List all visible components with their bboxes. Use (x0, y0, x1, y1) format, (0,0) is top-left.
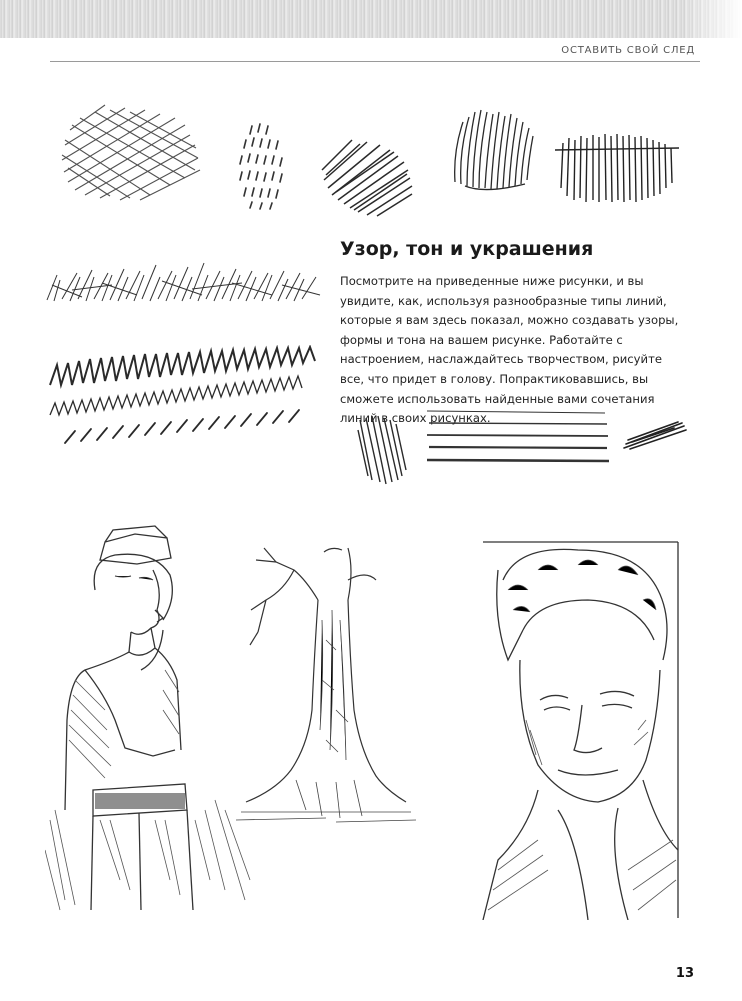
dash-marks-sketch (232, 118, 292, 213)
dense-vertical-hatching-sketch (555, 128, 685, 208)
girl-portrait-illustration (45, 520, 260, 915)
crosshatch-scribble-sketch (50, 100, 220, 210)
page-number: 13 (675, 966, 694, 981)
section-title: Узор, тон и украшения (340, 238, 594, 260)
old-woman-portrait-illustration (478, 540, 693, 920)
tapered-strokes-sketch (620, 418, 690, 453)
diagonal-hatching-sketch (312, 130, 417, 220)
running-head: ОСТАВИТЬ СВОЙ СЛЕД (561, 45, 695, 56)
grass-strip-sketch (42, 255, 327, 310)
section-body-text: Посмотрите на приведенные ниже рисунки, и вы увидите, как, используя разнообразные типы линий, которые я вам здесь показал, можно создавать узоры, формы и тона на вашем рисунке. Работайте с настроением, наслаждайтесь творчеством, рисуйте все, что придет в голову. Попрактиковавшись, вы сможете использовать найденные вами сочетания линий в своих рисунках. (340, 274, 679, 426)
top-decorative-band (0, 0, 742, 38)
zigzag-rows-sketch (45, 345, 330, 455)
horizontal-lines-sketch (425, 405, 610, 475)
tree-illustration (236, 540, 416, 830)
vertical-grass-strokes-sketch (445, 102, 545, 202)
hatching-block-sketch (352, 410, 412, 490)
header-rule (50, 61, 700, 62)
